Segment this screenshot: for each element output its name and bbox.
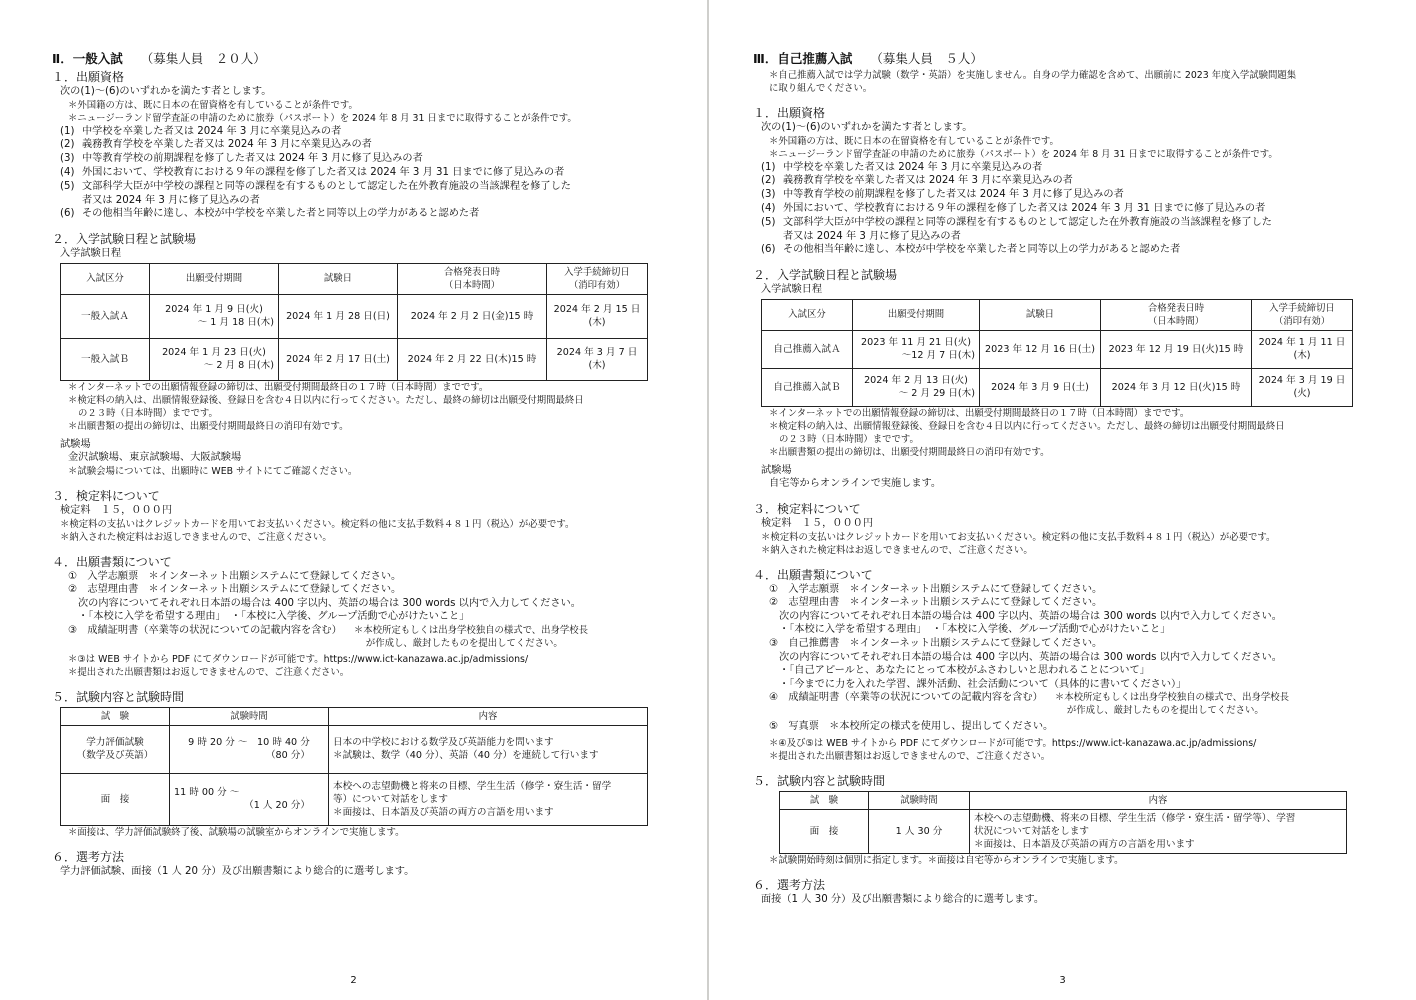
heading-selection: ６．選考方法 — [753, 877, 826, 892]
column-header: 入学手続締切日 （消印有効） — [1252, 299, 1353, 330]
table-header-row — [780, 791, 1347, 809]
document-item: ② 志望理由書 ＊インターネット出願システムにて登録してください。 — [68, 584, 402, 596]
list-item: (4) 外国において、学校教育における９年の課程を修了した者又は 2024 年 3 月 31 日までに修了見込みの者 — [761, 202, 1266, 214]
venue-note: ＊試験会場については、出願時に WEB サイトにてご確認ください。 — [68, 465, 358, 477]
section-intro: に取り組んでください。 — [769, 83, 873, 94]
exam-note: ＊面接は、学力評価試験終了後、試験場の試験室からオンラインで実施します。 — [68, 826, 405, 838]
document-topics: ・「自己アピールと、あなたにとって本校がふさわしいと思われることについて」 — [779, 665, 1150, 677]
fee-note: ＊検定料の支払いはクレジットカードを用いてお支払いください。検定料の他に支払手数料４８１円（税込）が必要です。 — [60, 518, 575, 530]
heading-selection: ６．選考方法 — [52, 849, 125, 864]
schedule-table — [60, 263, 648, 381]
column-header: 入試区分 — [61, 263, 150, 294]
column-header: 試験日 — [279, 263, 398, 294]
column-header: 合格発表日時 （日本時間） — [1101, 299, 1252, 330]
table-cell: 2023 年 12 月 16 日(土) — [980, 330, 1101, 368]
document-topics: ・「本校に入学を希望する理由」 ・「本校に入学後、グループ活動で心がけたいこと」 — [78, 611, 470, 623]
list-item: (6) その他相当年齢に達し、本校が中学校を卒業した者と同等以上の学力があると認めた者 — [60, 208, 480, 220]
table-cell: 2024 年 3 月 19 日(火) — [1252, 368, 1353, 406]
table-cell: 1 人 30 分 — [869, 809, 970, 853]
document-note: ＊④及び⑤は WEB サイトから PDF にてダウンロードが可能です。https://www.ict-kanazawa.ac.jp/admissions/ — [769, 737, 1257, 749]
document-note: ＊③は WEB サイトから PDF にてダウンロードが可能です。https://www.ict-kanazawa.ac.jp/admissions/ — [68, 653, 529, 665]
table-cell: 2023 年 11 月 21 日(火) ～12 月 7 日(木) — [853, 330, 980, 368]
list-item: (1) 中学校を卒業した者又は 2024 年 3 月に卒業見込みの者 — [761, 161, 1043, 173]
heading-exam: ５．試験内容と試験時間 — [52, 689, 185, 704]
column-header: 試験時間 — [170, 707, 329, 725]
table-cell: 本校への志望動機、将来の目標、学生生活（修学・寮生活・留学等）、学習 状況について対話をします ＊面接は、日本語及び英語の両方の言語を用います — [970, 809, 1347, 853]
list-item: (4) 外国において、学校教育における９年の課程を修了した者又は 2024 年 3 月 31 日までに修了見込みの者 — [60, 166, 565, 178]
heading-fee: ３．検定料について — [753, 501, 861, 516]
table-cell: 2024 年 2 月 2 日(金)15 時 — [398, 294, 547, 338]
table-row — [762, 330, 1353, 368]
table-cell: 一般入試Ａ — [61, 294, 150, 338]
eligibility-intro: 次の(1)～(6)のいずれかを満たす者とします。 — [761, 122, 973, 133]
venue-label: 試験場 — [761, 464, 792, 476]
document-topics: ・「今までに力を入れた学習、課外活動、社会活動について（具体的に書いてください）」 — [779, 678, 1187, 690]
exam-table — [60, 707, 648, 826]
list-item: (3) 中等教育学校の前期課程を修了した者又は 2024 年 3 月に修了見込みの者 — [60, 153, 423, 165]
selection-text: 学力評価試験、面接（1 人 20 分）及び出願書類により総合的に選考します。 — [60, 865, 415, 877]
schedule-subheading: 入学試験日程 — [60, 248, 122, 260]
page-2 — [0, 0, 707, 1000]
page-number: 3 — [1059, 975, 1066, 986]
table-row — [780, 809, 1347, 853]
column-header: 入試区分 — [762, 299, 853, 330]
exam-table — [779, 791, 1347, 854]
eligibility-note: ＊ニュージーランド留学査証の申請のために旅券（パスポート）を 2024 年 8 月 31 日までに取得することが条件です。 — [68, 112, 577, 124]
table-cell: 面 接 — [780, 809, 869, 853]
list-item: (3) 中等教育学校の前期課程を修了した者又は 2024 年 3 月に修了見込みの者 — [761, 189, 1124, 201]
venue-text: 自宅等からオンラインで実施します。 — [769, 478, 942, 490]
table-cell: 2024 年 2 月 15 日(木) — [547, 294, 648, 338]
table-cell: 2024 年 1 月 11 日(木) — [1252, 330, 1353, 368]
document-detail: 次の内容についてそれぞれ日本語の場合は 400 字以内、英語の場合は 300 words 以内で入力してください。 — [779, 651, 1282, 663]
list-item: 者又は 2024 年 3 月に修了見込みの者 — [783, 230, 961, 242]
list-item: (2) 義務教育学校を卒業した者又は 2024 年 3 月に卒業見込みの者 — [60, 139, 372, 151]
table-row — [61, 773, 648, 825]
table-cell: 学力評価試験 （数学及び英語） — [61, 725, 170, 773]
list-item: (5) 文部科学大臣が中学校の課程と同等の課程を有するものとして認定した在外教育施設の当該課程を修了した — [60, 180, 571, 192]
fee-amount: 検定料 １５，０００円 — [761, 517, 874, 529]
section-title: Ⅱ．一般入試 （募集人員 ２０人） — [52, 51, 266, 66]
list-item: (1) 中学校を卒業した者又は 2024 年 3 月に卒業見込みの者 — [60, 125, 342, 137]
venue-label: 試験場 — [60, 438, 91, 450]
heading-exam: ５．試験内容と試験時間 — [753, 773, 886, 788]
fee-amount: 検定料 １５，０００円 — [60, 504, 173, 516]
table-cell: 自己推薦入試Ｂ — [762, 368, 853, 406]
table-cell: 2024 年 2 月 22 日(木)15 時 — [398, 338, 547, 380]
schedule-note: ＊インターネットでの出願情報登録の締切は、出願受付期間最終日の１７時（日本時間）までです。 — [68, 381, 489, 393]
table-header-row — [61, 263, 648, 294]
section-title: Ⅲ．自己推薦入試 （募集人員 ５人） — [753, 51, 983, 66]
column-header: 試 験 — [61, 707, 170, 725]
list-item: (5) 文部科学大臣が中学校の課程と同等の課程を有するものとして認定した在外教育施設の当該課程を修了した — [761, 216, 1272, 228]
table-cell: 2024 年 1 月 23 日(火) ～ 2 月 8 日(木) — [150, 338, 279, 380]
schedule-subheading: 入学試験日程 — [761, 284, 823, 296]
schedule-note: ＊出願書類の提出の締切は、出願受付期間最終日の消印有効です。 — [769, 446, 1050, 458]
list-item: (2) 義務教育学校を卒業した者又は 2024 年 3 月に卒業見込みの者 — [761, 175, 1073, 187]
table-row — [762, 368, 1353, 406]
table-cell: 面 接 — [61, 773, 170, 825]
document-item: ④ 成績証明書（卒業等の状況についての記載内容を含む） ＊本校所定もしくは出身学校独自の様式で、出身学校長 が作成し、厳封したものを提出してください。 — [769, 692, 1290, 717]
schedule-note: ＊検定料の納入は、出願情報登録後、登録日を含む４日以内に行ってください。ただし、最終の締切は出願受付期間最終日 — [769, 420, 1285, 432]
document-item: ① 入学志願票 ＊インターネット出願システムにて登録してください。 — [769, 583, 1103, 595]
table-row — [61, 725, 648, 773]
table-cell: 2024 年 1 月 28 日(日) — [279, 294, 398, 338]
fee-note: ＊納入された検定料はお返しできませんので、ご注意ください。 — [60, 531, 332, 543]
eligibility-note: ＊外国籍の方は、既に日本の在留資格を有していることが条件です。 — [68, 99, 358, 111]
document-item: ③ 成績証明書（卒業等の状況についての記載内容を含む） ＊本校所定もしくは出身学校独自の様式で、出身学校長 が作成し、厳封したものを提出してください。 — [68, 624, 589, 649]
document-item: ① 入学志願票 ＊インターネット出願システムにて登録してください。 — [68, 570, 402, 582]
table-cell: 11 時 00 分 ～ （1 人 20 分） — [170, 773, 329, 825]
schedule-note: ＊出願書類の提出の締切は、出願受付期間最終日の消印有効です。 — [68, 420, 349, 432]
table-row — [61, 294, 648, 338]
document-topics: ・「本校に入学を希望する理由」 ・「本校に入学後、グループ活動で心がけたいこと」 — [779, 624, 1171, 636]
table-cell: 自己推薦入試Ａ — [762, 330, 853, 368]
heading-documents: ４．出願書類について — [753, 567, 873, 582]
column-header: 出願受付期間 — [150, 263, 279, 294]
heading-schedule: ２．入学試験日程と試験場 — [753, 268, 898, 283]
heading-schedule: ２．入学試験日程と試験場 — [52, 232, 197, 247]
schedule-note: の２３時（日本時間）までです。 — [779, 433, 919, 445]
heading-eligibility: １．出願資格 — [753, 106, 826, 120]
table-cell: 日本の中学校における数学及び英語能力を問います ＊試験は、数学（40 分）、英語（40 分）を連続して行います — [329, 725, 648, 773]
selection-text: 面接（1 人 30 分）及び出願書類により総合的に選考します。 — [761, 893, 1045, 905]
table-header-row — [762, 299, 1353, 330]
schedule-note: ＊検定料の納入は、出願情報登録後、登録日を含む４日以内に行ってください。ただし、最終の締切は出願受付期間最終日 — [68, 394, 584, 406]
document-item: ⑤ 写真票 ＊本校所定の様式を使用し、提出してください。 — [769, 721, 1054, 733]
page-number: 2 — [350, 975, 357, 986]
table-cell: 本校への志望動機と将来の目標、学生生活（修学・寮生活・留学 等）について対話をします ＊面接は、日本語及び英語の両方の言語を用います — [329, 773, 648, 825]
document-item: ③ 自己推薦書 ＊インターネット出願システムにて登録してください。 — [769, 637, 1103, 649]
column-header: 入学手続締切日 （消印有効） — [547, 263, 648, 294]
eligibility-note: ＊ニュージーランド留学査証の申請のために旅券（パスポート）を 2024 年 8 月 31 日までに取得することが条件です。 — [769, 148, 1278, 160]
schedule-table — [761, 299, 1353, 407]
fee-note: ＊納入された検定料はお返しできませんので、ご注意ください。 — [761, 544, 1033, 556]
schedule-note: ＊インターネットでの出願情報登録の締切は、出願受付期間最終日の１７時（日本時間）までです。 — [769, 407, 1190, 419]
table-cell: 2024 年 2 月 17 日(土) — [279, 338, 398, 380]
column-header: 内容 — [970, 791, 1347, 809]
document-note: ＊提出された出願書類はお返しできませんので、ご注意ください。 — [68, 666, 350, 678]
column-header: 試 験 — [780, 791, 869, 809]
exam-note: ＊試験開始時刻は個別に指定します。＊面接は自宅等からオンラインで実施します。 — [769, 854, 1124, 866]
page-3 — [709, 0, 1416, 1000]
table-cell: 2024 年 2 月 13 日(火) ～ 2 月 29 日(木) — [853, 368, 980, 406]
table-cell: 2024 年 3 月 9 日(土) — [980, 368, 1101, 406]
heading-fee: ３．検定料について — [52, 488, 160, 503]
heading-documents: ４．出願書類について — [52, 554, 172, 569]
column-header: 試験日 — [980, 299, 1101, 330]
table-header-row — [61, 707, 648, 725]
table-row — [61, 338, 648, 380]
table-cell: 2024 年 3 月 12 日(火)15 時 — [1101, 368, 1252, 406]
column-header: 合格発表日時 （日本時間） — [398, 263, 547, 294]
fee-note: ＊検定料の支払いはクレジットカードを用いてお支払いください。検定料の他に支払手数料４８１円（税込）が必要です。 — [761, 531, 1276, 543]
table-cell: 2023 年 12 月 19 日(火)15 時 — [1101, 330, 1252, 368]
eligibility-list — [753, 161, 1376, 258]
document-item: ② 志望理由書 ＊インターネット出願システムにて登録してください。 — [769, 597, 1103, 609]
list-item: (6) その他相当年齢に達し、本校が中学校を卒業した者と同等以上の学力があると認めた者 — [761, 244, 1181, 256]
heading-eligibility: １．出願資格 — [52, 70, 125, 84]
section-intro: ＊自己推薦入試では学力試験（数学・英語）を実施しません。自身の学力確認を含めて、出願前に 2023 年度入学試験問題集 — [769, 70, 1297, 81]
document-detail: 次の内容についてそれぞれ日本語の場合は 400 字以内、英語の場合は 300 words 以内で入力してください。 — [779, 610, 1282, 622]
venue-list: 金沢試験場、東京試験場、大阪試験場 — [68, 452, 242, 464]
column-header: 内容 — [329, 707, 648, 725]
eligibility-note: ＊外国籍の方は、既に日本の在留資格を有していることが条件です。 — [769, 135, 1059, 147]
document-detail: 次の内容についてそれぞれ日本語の場合は 400 字以内、英語の場合は 300 words 以内で入力してください。 — [78, 597, 581, 609]
schedule-note: の２３時（日本時間）までです。 — [78, 407, 218, 419]
document-note: ＊提出された出願書類はお返しできませんので、ご注意ください。 — [769, 750, 1051, 762]
column-header: 出願受付期間 — [853, 299, 980, 330]
table-cell: 2024 年 1 月 9 日(火) ～ 1 月 18 日(木) — [150, 294, 279, 338]
table-cell: 9 時 20 分 ～ 10 時 40 分 （80 分） — [170, 725, 329, 773]
list-item: 者又は 2024 年 3 月に修了見込みの者 — [82, 194, 260, 206]
eligibility-intro: 次の(1)～(6)のいずれかを満たす者とします。 — [60, 86, 272, 97]
table-cell: 一般入試Ｂ — [61, 338, 150, 380]
eligibility-list — [52, 125, 667, 222]
column-header: 試験時間 — [869, 791, 970, 809]
table-cell: 2024 年 3 月 7 日(木) — [547, 338, 648, 380]
